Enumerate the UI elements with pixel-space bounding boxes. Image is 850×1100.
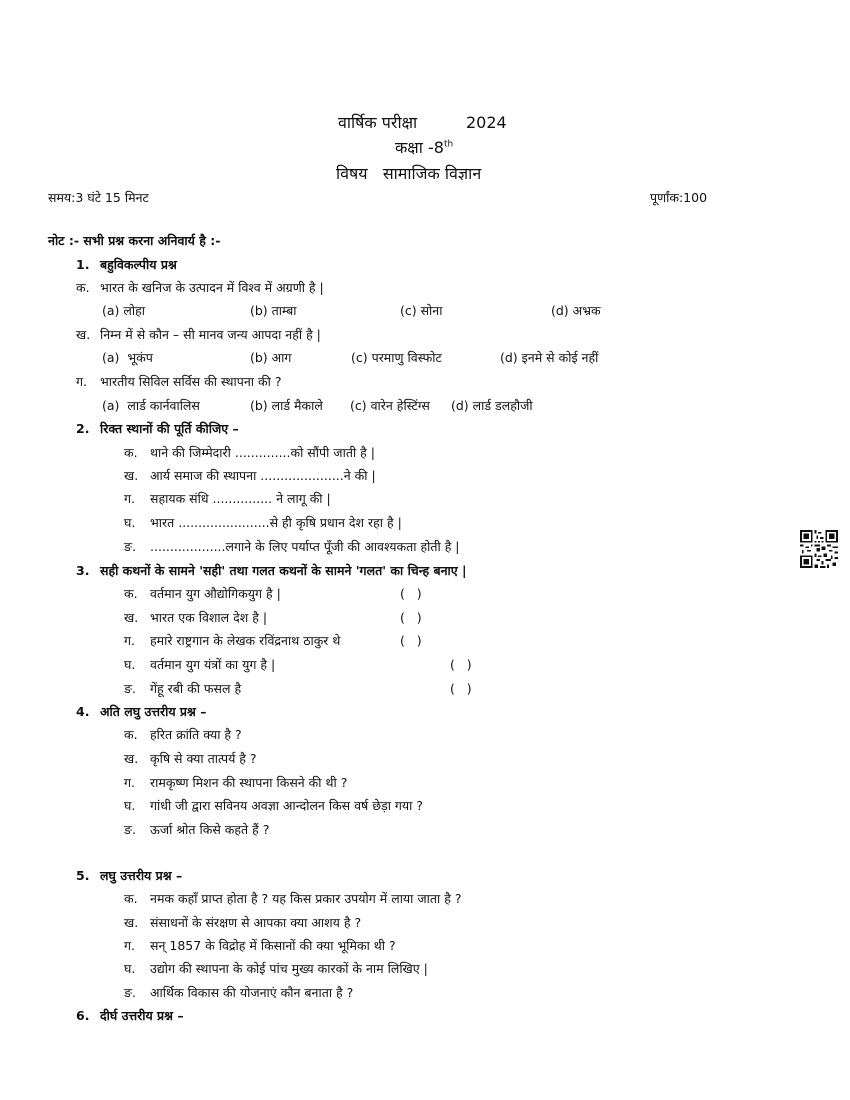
q3-answer-box[interactable]: ( ): [400, 586, 422, 601]
q3-item-text: भारत एक विशाल देश है |: [150, 610, 268, 625]
q2-item-text: सहायक संधि ............... ने लागू की |: [150, 491, 331, 506]
q5-item-marker: ङ.: [124, 985, 136, 1000]
q1b-marker: ख.: [76, 327, 91, 342]
qr-code-icon: [800, 530, 838, 568]
q4-item-marker: ङ.: [124, 822, 136, 837]
q5-item-text: संसाधनों के संरक्षण से आपका क्या आशय है ?: [150, 915, 362, 930]
q1-number: 1.: [76, 257, 90, 272]
q2-item-text: आर्य समाज की स्थापना .....................ने की |: [150, 468, 376, 483]
q5-item-text: आर्थिक विकास की योजनाएं कौन बनाता है ?: [150, 985, 354, 1000]
q1c-marker: ग.: [76, 374, 88, 389]
q3-item-marker: ग.: [124, 633, 136, 648]
q2-item-marker: क.: [124, 445, 138, 460]
exam-year: 2024: [466, 113, 507, 132]
q2-item-text: ...................लगाने के लिए पर्याप्त पूँजी की आवश्यकता होती है |: [150, 539, 460, 554]
q3-item-text: हमारे राष्ट्रगान के लेखक रविंद्रनाथ ठाकुर थे: [150, 633, 341, 648]
q1-title: बहुविकल्पीय प्रश्न: [100, 257, 177, 272]
q1c-question: भारतीय सिविल सर्विस की स्थापना की ?: [100, 374, 282, 389]
q2-item-text: थाने की जिम्मेदारी ..............को सौंपी जाती है |: [150, 445, 375, 460]
q3-answer-box[interactable]: ( ): [450, 657, 472, 672]
q2-title: रिक्त स्थानों की पूर्ति कीजिए –: [100, 421, 239, 436]
q3-item-marker: घ.: [124, 657, 136, 672]
q1b-option-c: (c) परमाणु विस्फोट: [351, 350, 442, 365]
q4-item-text: हरित क्रांति क्या है ?: [150, 727, 242, 742]
q4-number: 4.: [76, 704, 90, 719]
q6-number: 6.: [76, 1008, 90, 1023]
q5-item-marker: ग.: [124, 938, 136, 953]
q3-item-text: वर्तमान युग औद्योगिकयुग है |: [150, 586, 281, 601]
q3-title: सही कथनों के सामने 'सही' तथा गलत कथनों के सामने 'गलत' का चिन्ह बनाए |: [100, 563, 467, 578]
q2-number: 2.: [76, 421, 90, 436]
q1a-option-c: (c) सोना: [400, 303, 443, 318]
q5-item-text: सन् 1857 के विद्रोह में किसानों की क्या भूमिका थी ?: [150, 938, 396, 953]
time-duration: समय:3 घंटे 15 मिनट: [48, 190, 149, 205]
q1a-option-d: (d) अभ्रक: [551, 303, 601, 318]
q5-item-text: नमक कहाँ प्राप्त होता है ? यह किस प्रकार उपयोग में लाया जाता है ?: [150, 891, 462, 906]
q2-item-marker: ङ.: [124, 539, 136, 554]
q4-item-marker: क.: [124, 727, 138, 742]
q1a-option-b: (b) ताम्बा: [250, 303, 297, 318]
subject-title: विषय सामाजिक विज्ञान: [336, 164, 482, 183]
q2-item-text: भारत .......................से ही कृषि प्रधान देश रहा है |: [150, 515, 402, 530]
q4-item-marker: ग.: [124, 775, 136, 790]
q4-title: अति लघु उत्तरीय प्रश्न –: [100, 704, 207, 719]
q1b-option-d: (d) इनमे से कोई नहीं: [500, 350, 599, 365]
q4-item-marker: घ.: [124, 798, 136, 813]
q1b-question: निम्न में से कौन – सी मानव जन्य आपदा नहीं है |: [100, 327, 321, 342]
q4-item-text: रामकृष्ण मिशन की स्थापना किसने की थी ?: [150, 775, 348, 790]
exam-title: वार्षिक परीक्षा: [338, 113, 418, 132]
q1c-option-d: (d) लार्ड डलहौजी: [451, 398, 533, 413]
q5-title: लघु उत्तरीय प्रश्न –: [100, 868, 183, 883]
instructions-note: नोट :- सभी प्रश्न करना अनिवार्य है :-: [48, 233, 221, 248]
q4-item-text: ऊर्जा श्रोत किसे कहते हैं ?: [150, 822, 270, 837]
q1a-question: भारत के खनिज के उत्पादन में विश्व में अग्रणी है |: [100, 280, 324, 295]
q4-item-text: कृषि से क्या तात्पर्य है ?: [150, 751, 257, 766]
q3-answer-box[interactable]: ( ): [400, 610, 422, 625]
q5-number: 5.: [76, 868, 90, 883]
q5-item-marker: घ.: [124, 961, 136, 976]
q3-item-marker: ख.: [124, 610, 139, 625]
q5-item-marker: ख.: [124, 915, 139, 930]
q2-item-marker: घ.: [124, 515, 136, 530]
q3-answer-box[interactable]: ( ): [450, 681, 472, 696]
max-marks: पूर्णांक:100: [650, 190, 708, 205]
q2-item-marker: ख.: [124, 468, 139, 483]
q3-item-text: वर्तमान युग यंत्रों का युग है |: [150, 657, 276, 672]
q1a-option-a: (a) लोहा: [102, 303, 145, 318]
q4-item-text: गांधी जी द्वारा सविनय अवज्ञा आन्दोलन किस वर्ष छेड़ा गया ?: [150, 798, 424, 813]
q3-item-marker: क.: [124, 586, 138, 601]
class-label: कक्षा -8th: [395, 138, 454, 157]
q1b-option-b: (b) आग: [250, 350, 292, 365]
q1a-marker: क.: [76, 280, 90, 295]
q6-title: दीर्घ उत्तरीय प्रश्न –: [100, 1008, 184, 1023]
q3-item-marker: ङ.: [124, 681, 136, 696]
q5-item-marker: क.: [124, 891, 138, 906]
q2-item-marker: ग.: [124, 491, 136, 506]
q3-number: 3.: [76, 563, 90, 578]
q1c-option-a: (a) लार्ड कार्नवालिस: [102, 398, 200, 413]
q1c-option-b: (b) लार्ड मैकाले: [250, 398, 323, 413]
q1b-option-a: (a) भूकंप: [102, 350, 153, 365]
q3-item-text: गेंहू रबी की फसल है: [150, 681, 242, 696]
q4-item-marker: ख.: [124, 751, 139, 766]
q1c-option-c: (c) वारेन हेस्टिंग्स: [350, 398, 430, 413]
q3-answer-box[interactable]: ( ): [400, 633, 422, 648]
q5-item-text: उद्योग की स्थापना के कोई पांच मुख्य कारकों के नाम लिखिए |: [150, 961, 428, 976]
